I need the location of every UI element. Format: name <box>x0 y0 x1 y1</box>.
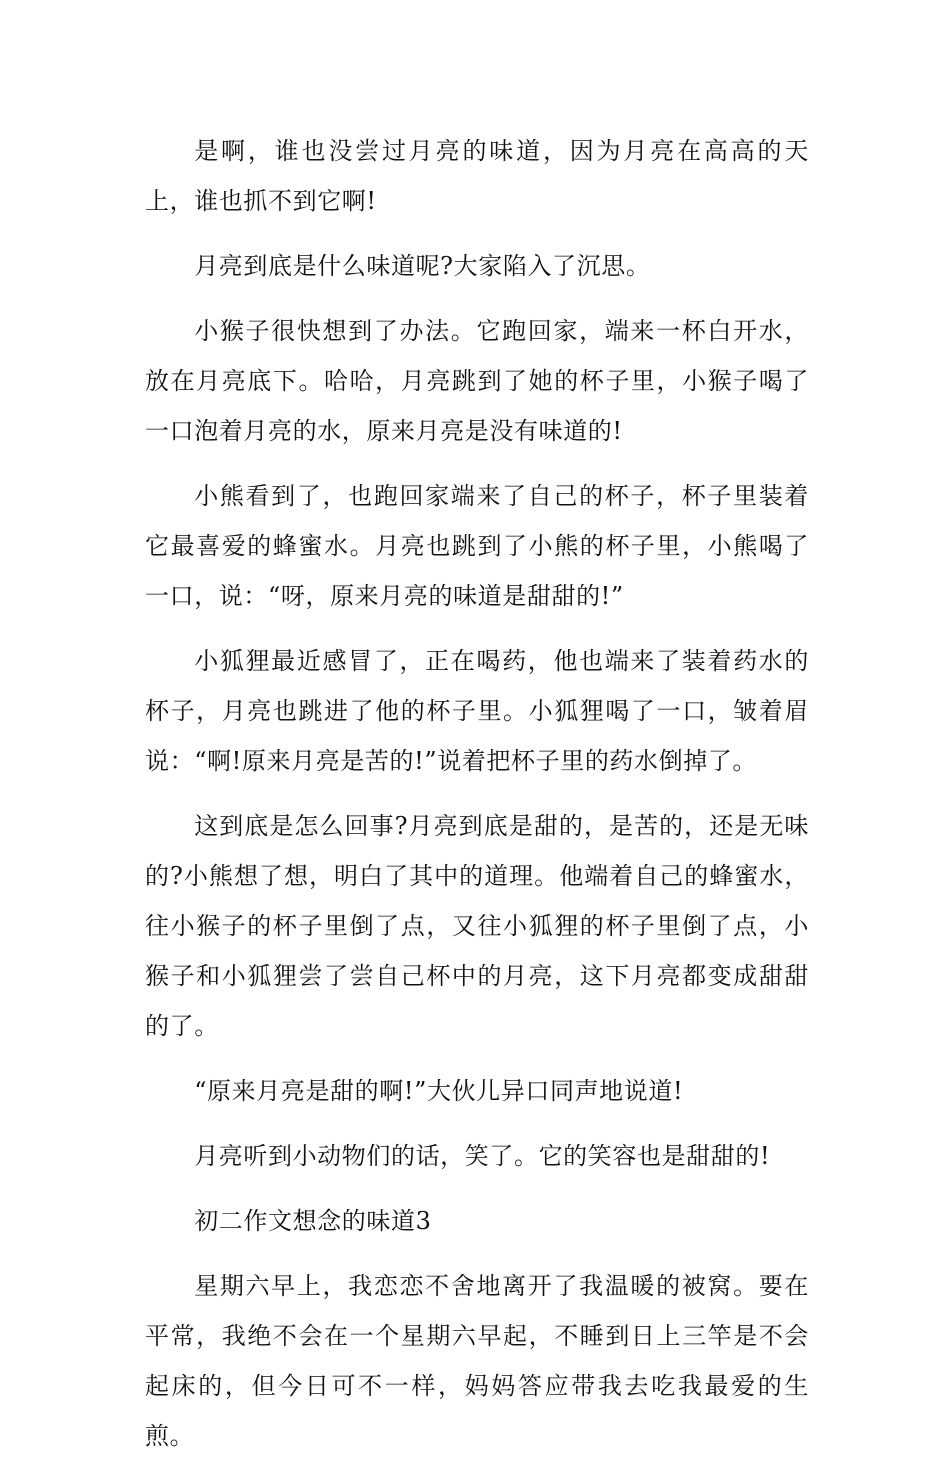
paragraph-2: 月亮到底是什么味道呢?大家陷入了沉思。 <box>194 252 651 280</box>
paragraph-9: 星期六早上，我恋恋不舍地离开了我温暖的被窝。要在平常，我绝不会在一个星期六早起，不睡到日上三竿是不会起床的，但今日可不一样，妈妈答应带我去吃我最爱的生煎。 <box>145 1272 809 1450</box>
paragraph-7: “原来月亮是甜的啊!”大伙儿异口同声地说道! <box>194 1077 684 1105</box>
paragraph-8: 月亮听到小动物们的话，笑了。它的笑容也是甜甜的! <box>194 1142 771 1170</box>
paragraph-3: 小猴子很快想到了办法。它跑回家，端来一杯白开水，放在月亮底下。哈哈，月亮跳到了她的杯子里，小猴子喝了一口泡着月亮的水，原来月亮是没有味道的! <box>145 317 809 445</box>
document-body <box>145 126 809 1476</box>
paragraph-6: 这到底是怎么回事?月亮到底是甜的，是苦的，还是无味的?小熊想了想，明白了其中的道理。他端着自己的蜂蜜水，往小猴子的杯子里倒了点，又往小狐狸的杯子里倒了点，小猴子和小狐狸尝了尝自己杯中的月亮，这下月亮都变成甜甜的了。 <box>145 812 809 1040</box>
paragraph-4: 小熊看到了，也跑回家端来了自己的杯子，杯子里装着它最喜爱的蜂蜜水。月亮也跳到了小熊的杯子里，小熊喝了一口，说：“呀，原来月亮的味道是甜甜的!” <box>145 482 809 610</box>
section-heading: 初二作文想念的味道3 <box>194 1207 432 1235</box>
paragraph-1: 是啊，谁也没尝过月亮的味道，因为月亮在高高的天上，谁也抓不到它啊! <box>145 137 809 215</box>
paragraph-5: 小狐狸最近感冒了，正在喝药，他也端来了装着药水的杯子，月亮也跳进了他的杯子里。小狐狸喝了一口，皱着眉说：“啊!原来月亮是苦的!”说着把杯子里的药水倒掉了。 <box>145 647 809 775</box>
